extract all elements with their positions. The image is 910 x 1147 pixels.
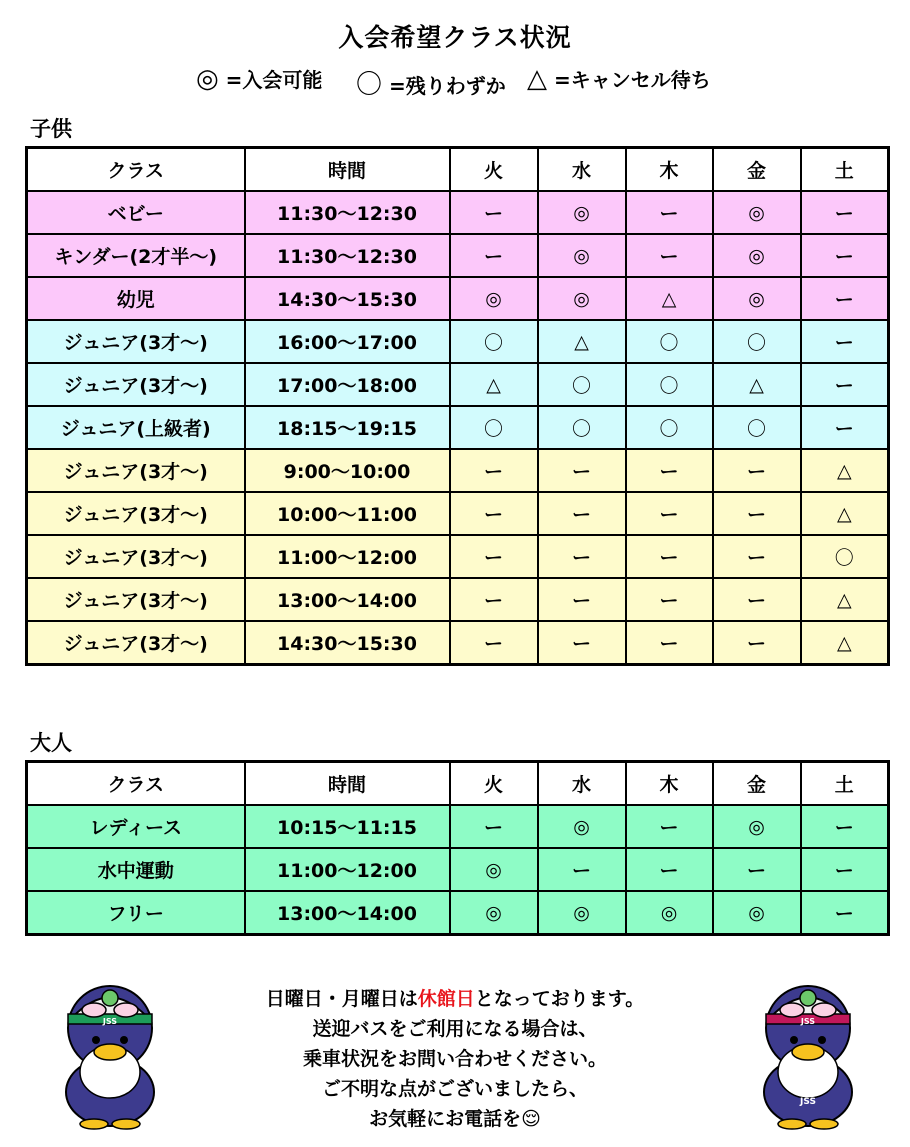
time-cell: 11:00～12:00 — [245, 535, 450, 578]
fri-cell: ◎ — [713, 891, 801, 935]
thu-cell: ー — [626, 449, 713, 492]
time-cell: 9:00～10:00 — [245, 449, 450, 492]
sat-cell: 〇 — [801, 535, 889, 578]
notice-line-4: ご不明な点がございましたら、 — [321, 1078, 588, 1100]
class-cell: 水中運動 — [27, 848, 245, 891]
thu-cell: △ — [626, 277, 713, 320]
mascot-cap-text: JSS — [102, 1017, 118, 1026]
penguin-mascot-right — [748, 980, 868, 1130]
class-cell: ベビー — [27, 191, 245, 234]
class-cell: ジュニア(3才～) — [27, 621, 245, 665]
time-cell: 13:00～14:00 — [245, 891, 450, 935]
page-title: 入会希望クラス状況 — [338, 23, 572, 52]
col-class: クラス — [27, 762, 245, 806]
fri-cell: ◎ — [713, 234, 801, 277]
col-time: 時間 — [245, 148, 450, 192]
wed-cell: ◎ — [538, 891, 626, 935]
fri-cell: ◎ — [713, 191, 801, 234]
table-header-row — [27, 762, 889, 806]
class-cell: 幼児 — [27, 277, 245, 320]
wed-cell: ◎ — [538, 234, 626, 277]
col-fri: 金 — [713, 762, 801, 806]
class-cell: ジュニア(3才～) — [27, 449, 245, 492]
adults-table — [25, 760, 890, 936]
wed-cell: ー — [538, 535, 626, 578]
notice-line-2: 送迎バスをご利用になる場合は、 — [312, 1018, 598, 1040]
sat-cell: ー — [801, 406, 889, 449]
tue-cell: ー — [450, 805, 538, 848]
class-cell: ジュニア(3才～) — [27, 320, 245, 363]
notice-text: お気軽にお電話を — [369, 1108, 522, 1130]
time-cell: 14:30～15:30 — [245, 277, 450, 320]
fri-cell: ー — [713, 848, 801, 891]
sat-cell: ー — [801, 848, 889, 891]
thu-cell: ー — [626, 492, 713, 535]
mascot-body-text: JSS — [800, 1097, 816, 1107]
smile-icon: 😌 — [521, 1108, 541, 1130]
time-cell: 17:00～18:00 — [245, 363, 450, 406]
wed-cell: ◎ — [538, 277, 626, 320]
table-row — [27, 363, 889, 406]
legend-label: =キャンセル待ち — [553, 68, 711, 92]
class-cell: キンダー(2才半～) — [27, 234, 245, 277]
thu-cell: 〇 — [626, 363, 713, 406]
legend-label: =入会可能 — [225, 68, 323, 92]
time-cell: 10:00～11:00 — [245, 492, 450, 535]
sat-cell: △ — [801, 449, 889, 492]
table-row — [27, 320, 889, 363]
fri-cell: ー — [713, 492, 801, 535]
tue-cell: ー — [450, 578, 538, 621]
tue-cell: ◎ — [450, 891, 538, 935]
wed-cell: 〇 — [538, 363, 626, 406]
time-cell: 16:00～17:00 — [245, 320, 450, 363]
wed-cell: ◎ — [538, 191, 626, 234]
tue-cell: ◎ — [450, 848, 538, 891]
thu-cell: ー — [626, 535, 713, 578]
time-cell: 14:30～15:30 — [245, 621, 450, 665]
wed-cell: 〇 — [538, 406, 626, 449]
penguin-mascot-left — [50, 980, 170, 1130]
notice-text: となっております。 — [474, 988, 645, 1010]
fri-cell: ◎ — [713, 277, 801, 320]
col-tue: 火 — [450, 148, 538, 192]
fri-cell: ー — [713, 621, 801, 665]
double-circle-icon: ◎ — [196, 64, 219, 94]
table-row — [27, 805, 889, 848]
notice-text: 日曜日・月曜日は — [265, 988, 418, 1010]
sat-cell: ー — [801, 363, 889, 406]
legend-available — [196, 64, 322, 94]
tue-cell: ◎ — [450, 277, 538, 320]
time-cell: 13:00～14:00 — [245, 578, 450, 621]
table-row — [27, 891, 889, 935]
table-row — [27, 449, 889, 492]
wed-cell: ー — [538, 848, 626, 891]
class-cell: レディース — [27, 805, 245, 848]
table-row — [27, 848, 889, 891]
tue-cell: ー — [450, 234, 538, 277]
sat-cell: ー — [801, 891, 889, 935]
thu-cell: ー — [626, 848, 713, 891]
legend-few-left — [356, 64, 506, 101]
table-row — [27, 578, 889, 621]
thu-cell: ー — [626, 234, 713, 277]
tue-cell: ー — [450, 535, 538, 578]
table-row — [27, 191, 889, 234]
tue-cell: 〇 — [450, 320, 538, 363]
thu-cell: ◎ — [626, 891, 713, 935]
sat-cell: △ — [801, 492, 889, 535]
wed-cell: △ — [538, 320, 626, 363]
fri-cell: 〇 — [713, 320, 801, 363]
sat-cell: △ — [801, 578, 889, 621]
class-cell: ジュニア(3才～) — [27, 578, 245, 621]
thu-cell: 〇 — [626, 406, 713, 449]
sat-cell: △ — [801, 621, 889, 665]
table-row — [27, 277, 889, 320]
col-tue: 火 — [450, 762, 538, 806]
time-cell: 11:30～12:30 — [245, 234, 450, 277]
notice-line-3: 乗車状況をお問い合わせください。 — [302, 1048, 607, 1070]
legend-waitlist — [527, 64, 711, 94]
adults-heading: 大人 — [30, 731, 72, 755]
wed-cell: ー — [538, 449, 626, 492]
fri-cell: ー — [713, 535, 801, 578]
wed-cell: ー — [538, 578, 626, 621]
time-cell: 18:15～19:15 — [245, 406, 450, 449]
thu-cell: ー — [626, 621, 713, 665]
fri-cell: 〇 — [713, 406, 801, 449]
thu-cell: ー — [626, 578, 713, 621]
wed-cell: ◎ — [538, 805, 626, 848]
class-cell: フリー — [27, 891, 245, 935]
circle-icon: 〇 — [356, 70, 383, 100]
tue-cell: ー — [450, 191, 538, 234]
table-row — [27, 234, 889, 277]
sat-cell: ー — [801, 191, 889, 234]
sat-cell: ー — [801, 234, 889, 277]
thu-cell: 〇 — [626, 320, 713, 363]
col-thu: 木 — [626, 762, 713, 806]
col-class: クラス — [27, 148, 245, 192]
col-sat: 土 — [801, 148, 889, 192]
time-cell: 10:15～11:15 — [245, 805, 450, 848]
children-table — [25, 146, 890, 666]
thu-cell: ー — [626, 805, 713, 848]
tue-cell: △ — [450, 363, 538, 406]
fri-cell: ◎ — [713, 805, 801, 848]
mascot-cap-text: JSS — [800, 1017, 816, 1026]
col-fri: 金 — [713, 148, 801, 192]
tue-cell: ー — [450, 621, 538, 665]
tue-cell: 〇 — [450, 406, 538, 449]
closed-day-highlight: 休館日 — [417, 988, 475, 1010]
class-cell: ジュニア(上級者) — [27, 406, 245, 449]
col-thu: 木 — [626, 148, 713, 192]
tue-cell: ー — [450, 492, 538, 535]
children-heading: 子供 — [30, 117, 72, 141]
table-row — [27, 406, 889, 449]
class-cell: ジュニア(3才～) — [27, 535, 245, 578]
wed-cell: ー — [538, 492, 626, 535]
table-row — [27, 621, 889, 665]
time-cell: 11:30～12:30 — [245, 191, 450, 234]
triangle-icon: △ — [527, 64, 547, 94]
class-cell: ジュニア(3才～) — [27, 492, 245, 535]
col-wed: 水 — [538, 148, 626, 192]
legend-label: =残りわずか — [388, 74, 506, 98]
thu-cell: ー — [626, 191, 713, 234]
class-cell: ジュニア(3才～) — [27, 363, 245, 406]
sat-cell: ー — [801, 320, 889, 363]
fri-cell: ー — [713, 449, 801, 492]
sat-cell: ー — [801, 805, 889, 848]
table-header-row — [27, 148, 889, 192]
wed-cell: ー — [538, 621, 626, 665]
tue-cell: ー — [450, 449, 538, 492]
col-wed: 水 — [538, 762, 626, 806]
table-row — [27, 535, 889, 578]
fri-cell: △ — [713, 363, 801, 406]
table-row — [27, 492, 889, 535]
notice — [200, 984, 710, 1134]
notice-line-1 — [200, 984, 710, 1014]
col-time: 時間 — [245, 762, 450, 806]
col-sat: 土 — [801, 762, 889, 806]
time-cell: 11:00～12:00 — [245, 848, 450, 891]
notice-line-5 — [200, 1104, 710, 1134]
sat-cell: ー — [801, 277, 889, 320]
fri-cell: ー — [713, 578, 801, 621]
